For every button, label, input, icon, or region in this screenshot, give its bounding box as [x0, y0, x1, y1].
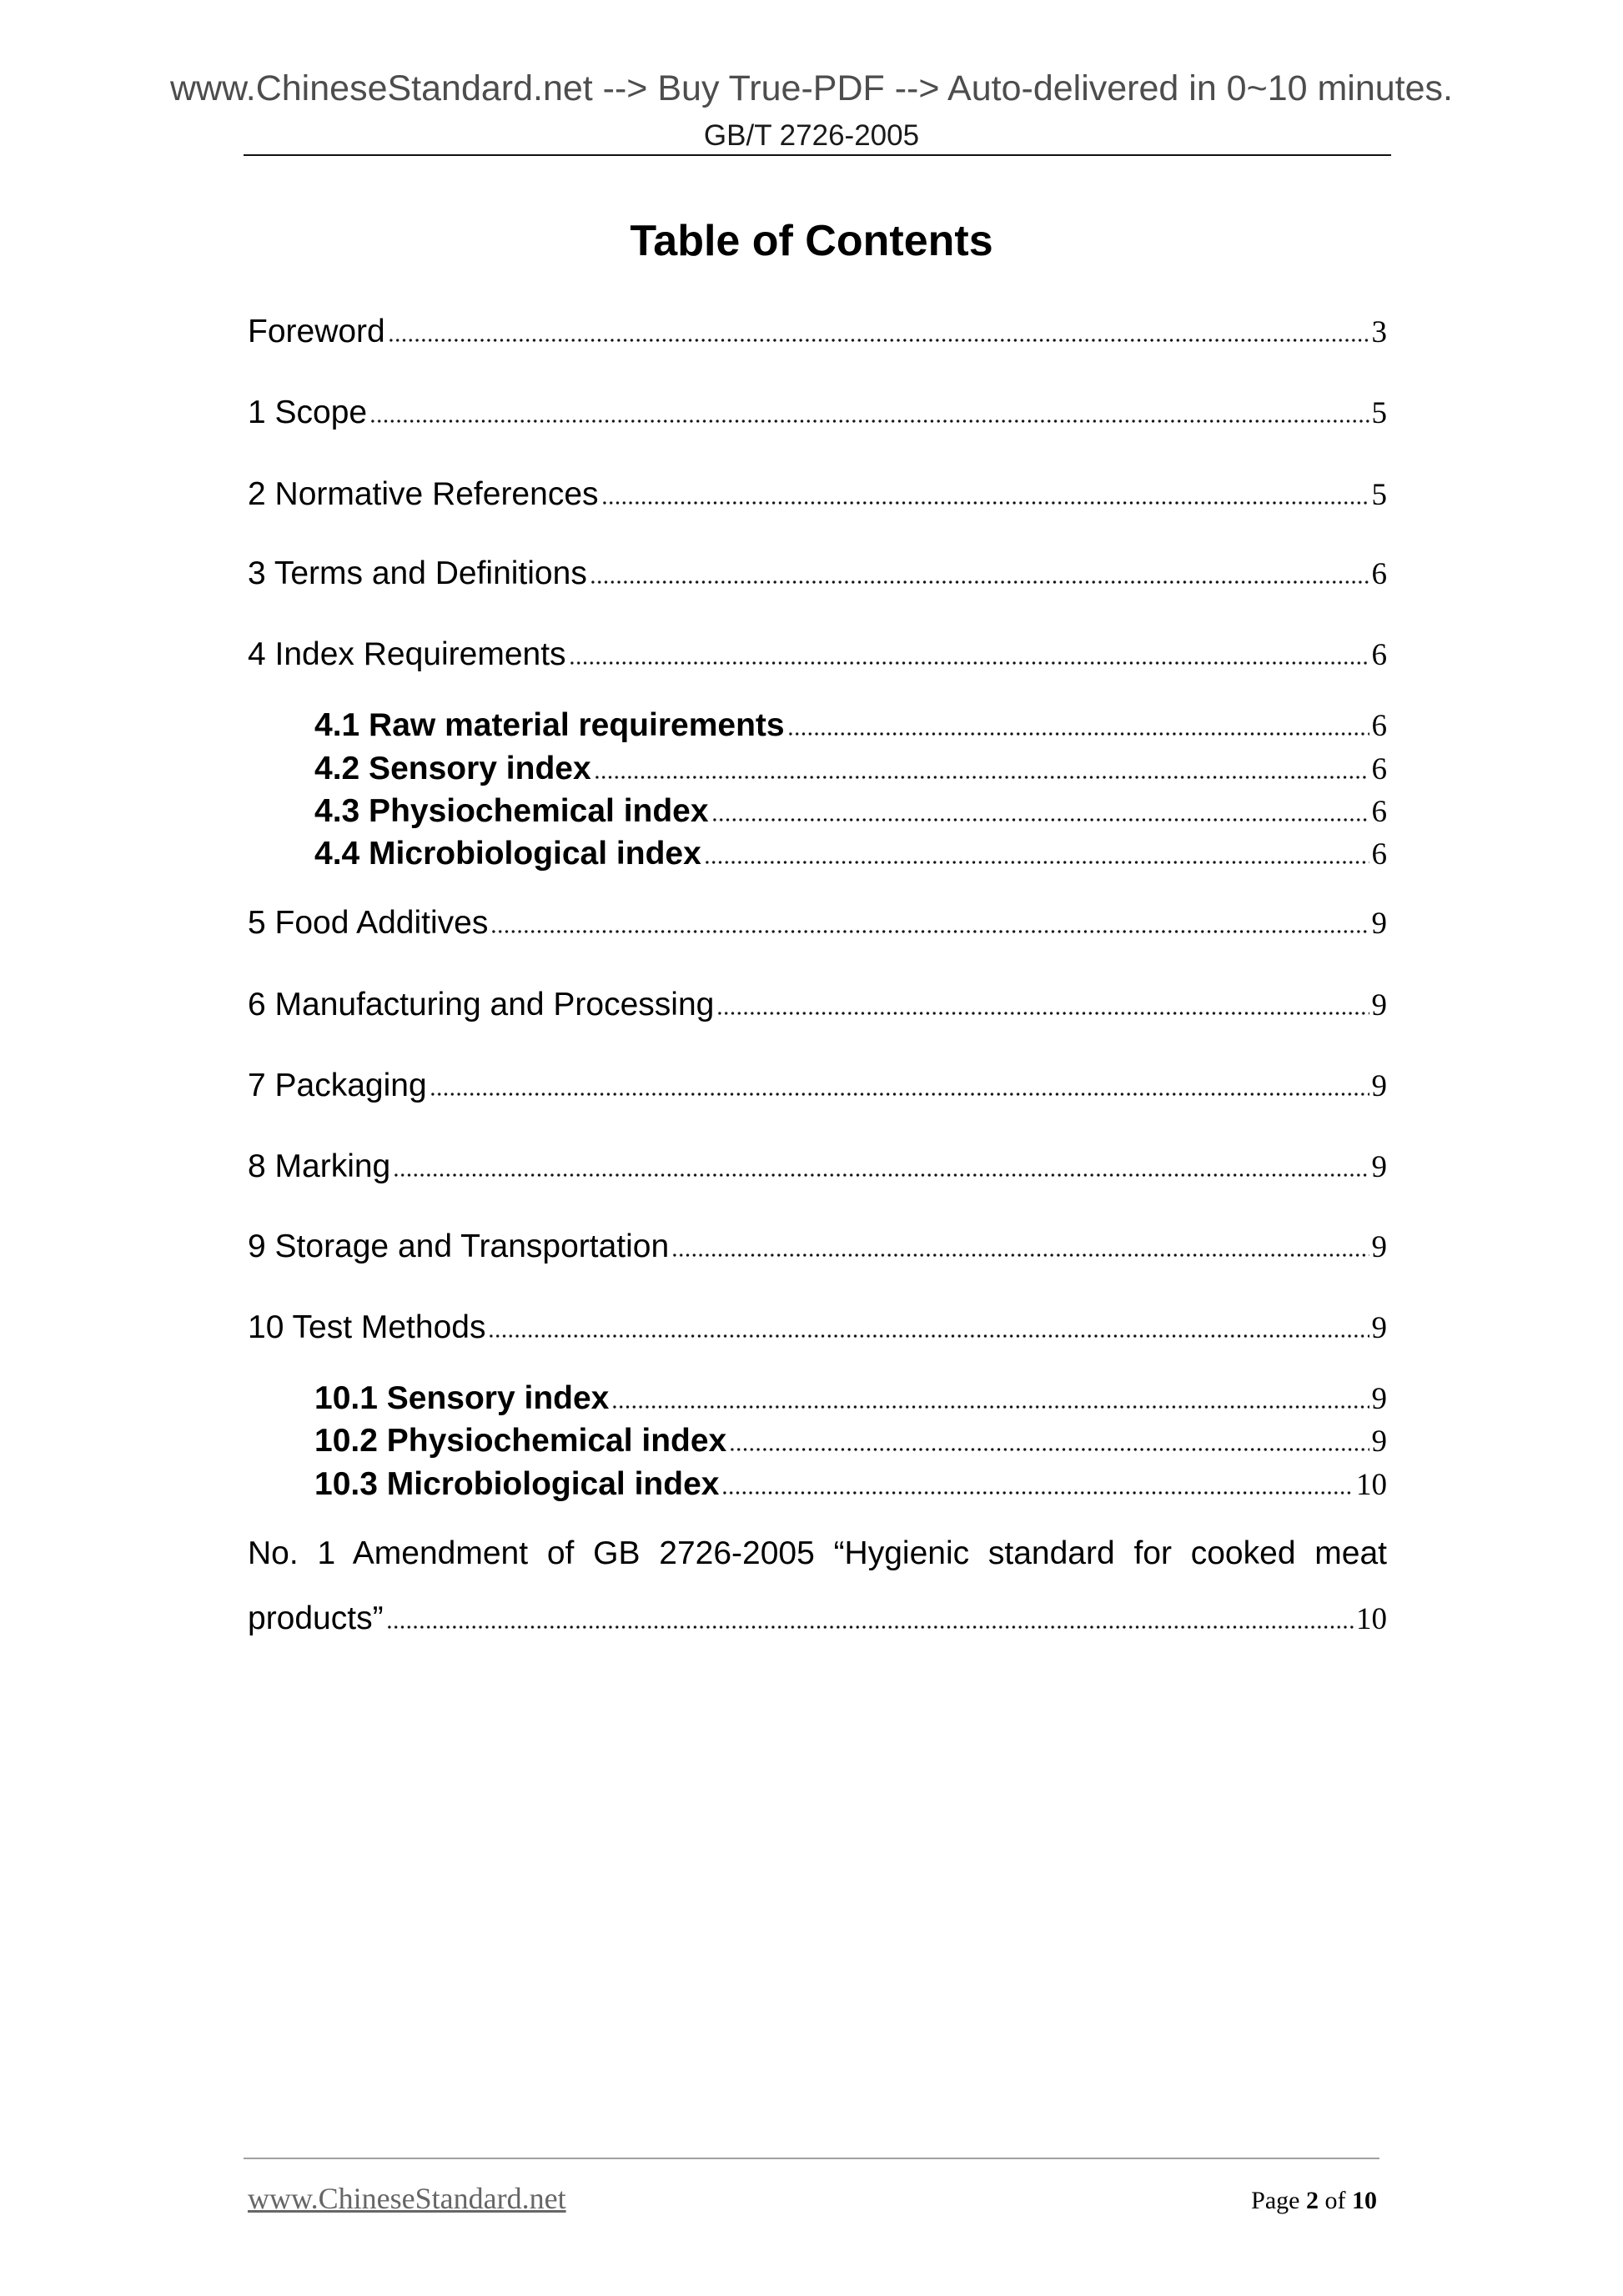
header-banner: www.ChineseStandard.net --> Buy True-PDF --> Auto-delivered in 0~10 minutes. — [169, 68, 1453, 108]
toc-entry-label: 10.3 Microbiological index — [314, 1466, 720, 1502]
dot-leader — [611, 1405, 1369, 1409]
dot-leader — [393, 1173, 1369, 1177]
toc-entry-terms-and-definitions[interactable] — [248, 555, 1387, 594]
toc-entry-index-requirements[interactable] — [248, 636, 1387, 675]
dot-leader — [488, 1334, 1369, 1338]
toc-entry-label: 3 Terms and Definitions — [248, 555, 587, 591]
toc-entry-storage-and-transportation[interactable] — [248, 1228, 1387, 1267]
toc-entry-food-additives[interactable] — [248, 904, 1387, 943]
toc-entry-page: 9 — [1371, 1069, 1387, 1103]
toc-subentry-microbiological-index[interactable] — [314, 835, 1387, 874]
toc-entry-label: 9 Storage and Transportation — [248, 1228, 670, 1264]
toc-subentry-sensory-index[interactable] — [314, 750, 1387, 789]
dot-leader — [388, 339, 1369, 342]
toc-entry-page: 6 — [1371, 752, 1387, 786]
toc-entry-label: Foreword — [248, 314, 385, 349]
toc-entry-label: 2 Normative References — [248, 476, 599, 512]
toc-entry-manufacturing-and-processing[interactable] — [248, 986, 1387, 1025]
toc-entry-packaging[interactable] — [248, 1067, 1387, 1106]
toc-subentry-test-microbiological-index[interactable] — [314, 1465, 1387, 1505]
page-footer — [248, 2182, 1377, 2218]
toc-entry-page: 9 — [1371, 1424, 1387, 1459]
toc-entry-page: 9 — [1371, 1150, 1387, 1184]
dot-leader — [721, 1491, 1354, 1495]
toc-entry-normative-references[interactable] — [248, 475, 1387, 515]
toc-entry-page: 9 — [1371, 1382, 1387, 1416]
toc-entry-label: 8 Marking — [248, 1148, 391, 1184]
toc-subentry-physiochemical-index[interactable] — [314, 792, 1387, 831]
toc-subentry-test-physiochemical-index[interactable] — [314, 1422, 1387, 1461]
toc-entry-page: 9 — [1371, 907, 1387, 941]
toc-entry-label: 4.2 Sensory index — [314, 751, 591, 786]
dot-leader — [569, 661, 1369, 665]
dot-leader — [711, 818, 1369, 821]
toc-entry-page: 10 — [1356, 1602, 1387, 1636]
toc-entry-label: 4 Index Requirements — [248, 636, 566, 672]
toc-subentry-test-sensory-index[interactable] — [314, 1379, 1387, 1419]
total-pages-number: 10 — [1352, 2187, 1377, 2214]
dot-leader — [430, 1093, 1369, 1096]
header-divider — [244, 154, 1391, 156]
toc-entry-page: 6 — [1371, 795, 1387, 829]
dot-leader — [386, 1625, 1354, 1629]
toc-entry-page: 9 — [1371, 988, 1387, 1022]
toc-entry-label: products” — [248, 1600, 384, 1636]
page-label: Page — [1251, 2187, 1300, 2214]
toc-entry-page: 3 — [1371, 315, 1387, 349]
footer-divider — [244, 2158, 1379, 2159]
toc-entry-label: 4.3 Physiochemical index — [314, 793, 709, 829]
dot-leader — [601, 501, 1369, 505]
toc-entry-page: 5 — [1371, 396, 1387, 430]
dot-leader — [369, 420, 1369, 423]
toc-entry-marking[interactable] — [248, 1148, 1387, 1187]
dot-leader — [594, 776, 1369, 779]
dot-leader — [490, 930, 1369, 933]
current-page-number: 2 — [1306, 2187, 1319, 2214]
toc-entry-page: 5 — [1371, 478, 1387, 512]
dot-leader — [704, 861, 1369, 864]
toc-entry-amendment[interactable] — [248, 1600, 1387, 1639]
toc-entry-label: 5 Food Additives — [248, 905, 489, 941]
page-title: Table of Contents — [630, 217, 993, 265]
of-label: of — [1324, 2187, 1346, 2214]
toc-entry-amendment-title[interactable]: No. 1 Amendment of GB 2726-2005 “Hygienic standard for cooked meat — [248, 1535, 1387, 1571]
toc-entry-foreword[interactable] — [248, 313, 1387, 352]
toc-entry-label: 4.4 Microbiological index — [314, 836, 701, 872]
toc-entry-page: 6 — [1371, 709, 1387, 743]
dot-leader — [590, 580, 1369, 584]
toc-entry-page: 9 — [1371, 1230, 1387, 1264]
toc-entry-label: 1 Scope — [248, 394, 368, 430]
dot-leader — [787, 732, 1369, 736]
toc-entry-page: 6 — [1371, 837, 1387, 872]
toc-entry-page: 9 — [1371, 1311, 1387, 1345]
document-code: GB/T 2726-2005 — [703, 119, 920, 152]
footer-site-link[interactable]: www.ChineseStandard.net — [248, 2182, 566, 2215]
toc-subentry-raw-material-requirements[interactable] — [314, 706, 1387, 746]
toc-entry-scope[interactable] — [248, 394, 1387, 433]
toc-entry-label: 10.1 Sensory index — [314, 1380, 610, 1416]
dot-leader — [729, 1448, 1369, 1451]
toc-entry-label: 10.2 Physiochemical index — [314, 1423, 727, 1459]
toc-entry-test-methods[interactable] — [248, 1309, 1387, 1348]
page-indicator — [1251, 2184, 1377, 2218]
toc-entry-page: 10 — [1356, 1468, 1387, 1502]
toc-entry-label: 4.1 Raw material requirements — [314, 707, 785, 743]
dot-leader — [716, 1012, 1369, 1015]
toc-entry-page: 6 — [1371, 638, 1387, 672]
toc-entry-label: 10 Test Methods — [248, 1309, 486, 1345]
toc-entry-label: 6 Manufacturing and Processing — [248, 987, 715, 1022]
toc-entry-label: 7 Packaging — [248, 1068, 427, 1103]
dot-leader — [671, 1254, 1369, 1257]
toc-entry-page: 6 — [1371, 557, 1387, 591]
